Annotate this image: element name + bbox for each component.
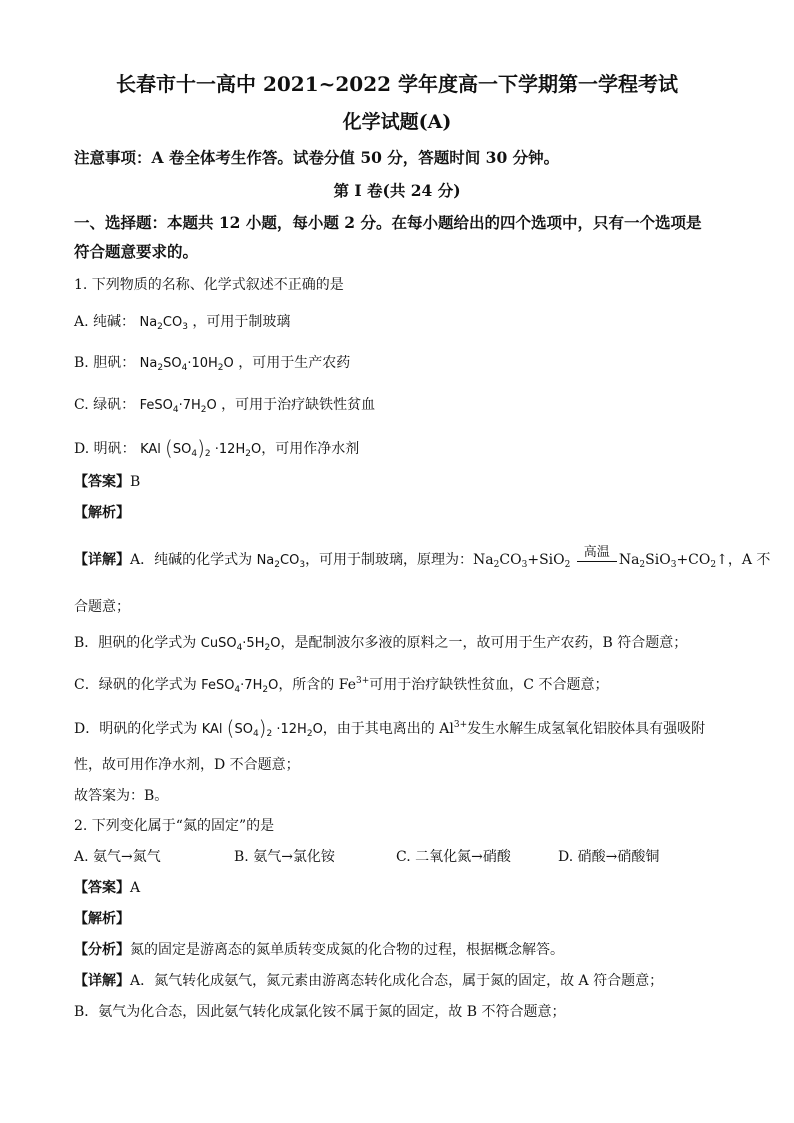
- q2-answer: [74, 878, 140, 898]
- q1-conclusion: 故答案为：B。: [74, 788, 169, 804]
- detail-tag: 【详解】: [74, 552, 130, 568]
- answer-tag: 【答案】: [74, 474, 130, 490]
- q1-c-label: C. 绿矾：: [74, 397, 136, 413]
- q1-c-text: ，可用于治疗缺铁性贫血: [221, 397, 376, 413]
- q1-detail-d-line2: 性，故可用作净水剂，D 不合题意；: [74, 757, 300, 773]
- formula-alum-detail: KAl $(SO_4)_2 \cdot 12H_2O$: [201, 716, 323, 740]
- q1-option-b: [74, 353, 350, 375]
- exam-subtitle: 化学试题(A): [342, 111, 452, 133]
- formula-na2so4-10h2o: $Na_2SO_4\cdot 10H_2O$: [139, 356, 234, 373]
- fe-charge: 3+: [356, 676, 370, 686]
- q2-option-a: A. 氨气→氮气: [74, 849, 161, 865]
- q1-detail-a: [74, 545, 771, 572]
- q1-a-label: A. 纯碱：: [74, 314, 136, 330]
- q2-answer-value: A: [130, 880, 141, 896]
- fenxi-tag: 【分析】: [74, 942, 130, 958]
- q1-answer-value: B: [130, 474, 141, 490]
- q1-detail-a-mid: ，可用于制玻璃，原理为：$Na_2CO_3+SiO_2$: [305, 552, 571, 570]
- q1-option-c: [74, 395, 375, 417]
- formula-alum: KAl $(SO_4)_2 \cdot 12H_2O$: [140, 436, 262, 460]
- part-heading: 第 I 卷(共 24 分): [333, 181, 461, 200]
- q1-detail-c-post: 可用于治疗缺铁性贫血，C 不合题意；: [369, 677, 609, 693]
- q2-stem: 2. 下列变化属于“氮的固定”的是: [74, 818, 275, 834]
- q1-b-text: ，可用于生产农药: [238, 355, 351, 371]
- q1-detail-d: [74, 716, 705, 741]
- section-heading-line2: 符合题意要求的。: [74, 242, 199, 261]
- q1-option-d: [74, 436, 359, 461]
- q2-option-b: B. 氨气→氯化铵: [234, 849, 335, 865]
- al-charge: 3+: [453, 720, 468, 730]
- q2-analysis-tag: 【解析】: [74, 911, 130, 927]
- q1-detail-a-pre: A．纯碱的化学式为: [130, 552, 253, 568]
- q2-analysis: [74, 940, 564, 960]
- q2-option-c: C. 二氧化氮→硝酸: [396, 849, 511, 865]
- exam-title: 长春市十一高中 2021~2022 学年度高一下学期第一学程考试: [115, 72, 678, 96]
- q2-option-d: D. 硝酸→硝酸铜: [558, 849, 660, 865]
- formula-feso4-7h2o-detail: $FeSO_4\cdot 7H_2O$: [201, 678, 279, 695]
- q1-b-label: B. 胆矾：: [74, 355, 136, 371]
- notice: 注意事项：A 卷全体考生作答。试卷分值 50 分，答题时间 30 分钟。: [74, 148, 560, 167]
- q1-a-text: ，可用于制玻璃: [192, 314, 291, 330]
- q2-options: [74, 847, 724, 867]
- q2-detail-b: B．氨气为化合态，因此氨气转化成氯化铵不属于氮的固定，故 B 不符合题意；: [74, 1004, 566, 1020]
- q2-detail-a-text: A．氮气转化成氨气，氮元素由游离态转化成化合态，属于氮的固定，故 A 符合题意；: [130, 973, 664, 989]
- section-heading-line1: 一、选择题：本题共 12 小题，每小题 2 分。在每小题给出的四个选项中，只有一个选项是: [74, 213, 702, 232]
- formula-feso4-7h2o: $FeSO_4\cdot 7H_2O$: [139, 398, 217, 415]
- q1-d-label: D. 明矾：: [74, 441, 136, 457]
- q1-detail-c: [74, 675, 608, 697]
- q1-option-a: [74, 312, 290, 334]
- q2-answer-tag: 【答案】: [74, 880, 130, 896]
- q1-detail-a-line2: 合题意；: [74, 599, 130, 615]
- q1-detail-b-post: ，是配制波尔多液的原料之一，故可用于生产农药，B 符合题意；: [280, 635, 688, 651]
- q1-d-text: ，可用作净水剂: [261, 441, 360, 457]
- q2-detail-tag: 【详解】: [74, 973, 130, 989]
- formula-na2co3: $Na_2CO_3$: [139, 315, 188, 332]
- q2-detail-a: [74, 971, 663, 991]
- q2-analysis-text: 氮的固定是游离态的氮单质转变成氮的化合物的过程，根据概念解答。: [130, 942, 564, 958]
- q1-detail-b: [74, 633, 687, 655]
- q1-detail-c-mid: ，所含的 Fe: [278, 677, 356, 693]
- q1-detail-c-pre: C．绿矾的化学式为: [74, 677, 197, 693]
- q1-answer: [74, 472, 140, 492]
- q1-detail-d-pre: D．明矾的化学式为: [74, 721, 198, 737]
- q1-detail-d-mid: ，由于其电离出的 Al: [322, 721, 454, 737]
- q1-analysis-tag: 【解析】: [74, 505, 130, 521]
- formula-cuso4-5h2o: $CuSO_4\cdot 5H_2O$: [200, 636, 281, 653]
- formula-na2co3-detail: $Na_2CO_3$: [256, 553, 306, 570]
- reaction-arrow-high-temp: 高温: [577, 546, 617, 562]
- q1-stem: 1. 下列物质的名称、化学式叙述不正确的是: [74, 277, 344, 293]
- q1-detail-d-post: 发生水解生成氢氧化铝胶体具有强吸附: [467, 721, 706, 737]
- q1-detail-a-products: $Na_2SiO_3+CO_2↑$，A 不: [618, 552, 771, 570]
- q1-detail-b-pre: B．胆矾的化学式为: [74, 635, 197, 651]
